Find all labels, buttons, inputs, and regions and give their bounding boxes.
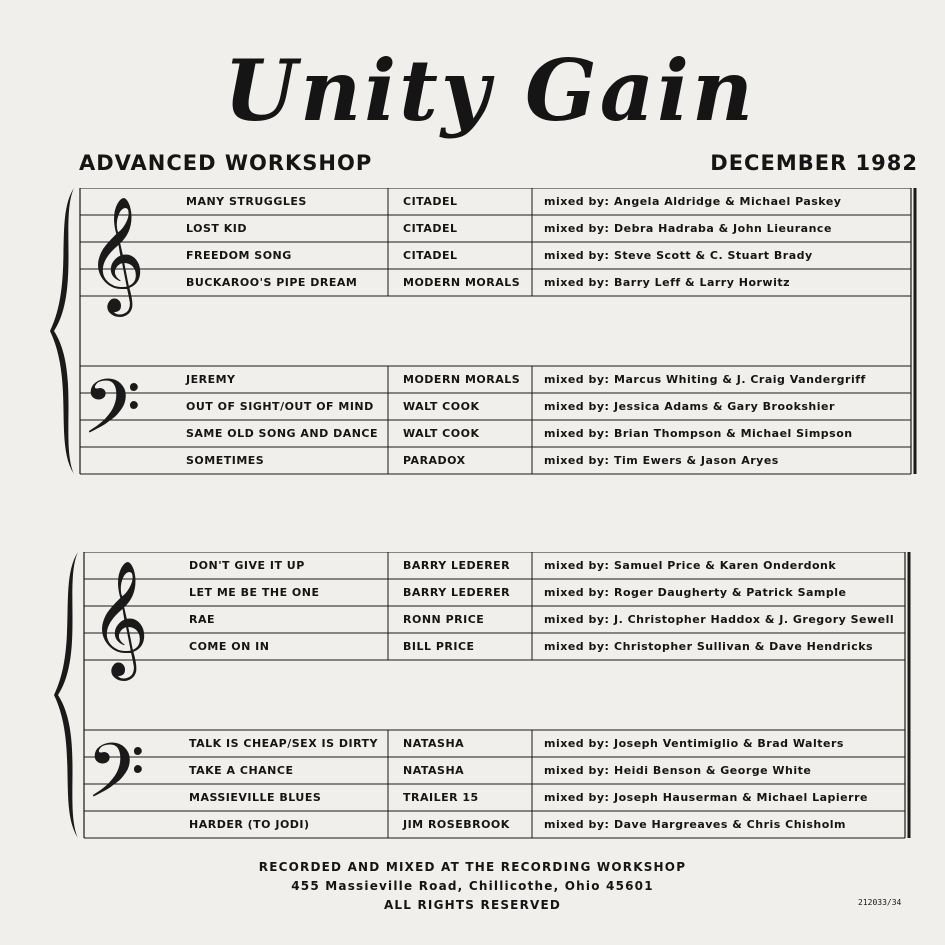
song-title: MANY STRUGGLES	[186, 195, 307, 208]
subtitle-right: DECEMBER 1982	[710, 151, 918, 175]
subtitle-left: ADVANCED WORKSHOP	[79, 151, 373, 175]
mixer-names: Angela Aldridge & Michael Paskey	[614, 195, 842, 208]
mixed-by-label: mixed by:	[544, 400, 610, 413]
bass-clef-icon: 𝄢	[86, 727, 146, 834]
grand-staff-side-one	[0, 188, 945, 478]
artist-name: JIM ROSEBROOK	[403, 818, 510, 831]
track-row	[0, 730, 945, 756]
mixed-by-label: mixed by:	[544, 195, 610, 208]
bass-clef-icon: 𝄢	[82, 363, 142, 470]
track-row	[0, 188, 945, 214]
mixer-names: Joseph Hauserman & Michael Lapierre	[614, 791, 868, 804]
song-title: LET ME BE THE ONE	[189, 586, 320, 599]
track-row	[0, 606, 945, 632]
mixer-names: Brian Thompson & Michael Simpson	[614, 427, 853, 440]
mixed-by-label: mixed by:	[544, 276, 610, 289]
song-title: MASSIEVILLE BLUES	[189, 791, 322, 804]
mixed-by-label: mixed by:	[544, 559, 610, 572]
artist-name: NATASHA	[403, 737, 465, 750]
mixed-by-label: mixed by:	[544, 586, 610, 599]
mixed-by-label: mixed by:	[544, 249, 610, 262]
song-title: LOST KID	[186, 222, 247, 235]
song-title: JEREMY	[186, 373, 236, 386]
mixer-names: Roger Daugherty & Patrick Sample	[614, 586, 847, 599]
song-title: SOMETIMES	[186, 454, 265, 467]
footer	[0, 858, 945, 915]
mixer-names: Dave Hargreaves & Chris Chisholm	[614, 818, 846, 831]
track-row	[0, 393, 945, 419]
artist-name: CITADEL	[403, 222, 458, 235]
track-row	[0, 242, 945, 268]
grand-staff-side-two	[0, 552, 945, 842]
artist-name: NATASHA	[403, 764, 465, 777]
artist-name: WALT COOK	[403, 427, 480, 440]
artist-name: PARADOX	[403, 454, 466, 467]
treble-clef-icon: 𝄞	[90, 559, 150, 676]
footer-studio: RECORDED AND MIXED AT THE RECORDING WORKSHOP	[258, 860, 687, 874]
mixed-by-label: mixed by:	[544, 764, 610, 777]
mixer-names: Joseph Ventimiglio & Brad Walters	[614, 737, 844, 750]
mixed-by-label: mixed by:	[544, 427, 610, 440]
album-title	[0, 18, 945, 168]
mixed-by-label: mixed by:	[544, 737, 610, 750]
track-row	[0, 366, 945, 392]
song-title: DON'T GIVE IT UP	[189, 559, 305, 572]
artist-name: MODERN MORALS	[403, 276, 521, 289]
track-row	[0, 757, 945, 783]
artist-name: BILL PRICE	[403, 640, 475, 653]
mixer-names: Samuel Price & Karen Onderdonk	[614, 559, 837, 572]
track-row	[0, 420, 945, 446]
catalog-number: 212033/34	[858, 898, 902, 907]
mixed-by-label: mixed by:	[544, 373, 610, 386]
song-title: TAKE A CHANCE	[189, 764, 294, 777]
mixed-by-label: mixed by:	[544, 454, 610, 467]
mixer-names: Debra Hadraba & John Lieurance	[614, 222, 832, 235]
track-row	[0, 784, 945, 810]
mixer-names: Barry Leff & Larry Horwitz	[614, 276, 791, 289]
treble-clef-icon: 𝄞	[86, 195, 146, 312]
track-row	[0, 579, 945, 605]
track-row	[0, 215, 945, 241]
track-row	[0, 269, 945, 295]
album-title-text: Unity Gain	[223, 41, 757, 140]
footer-rights: ALL RIGHTS RESERVED	[383, 898, 562, 912]
footer-address: 455 Massieville Road, Chillicothe, Ohio 45601	[291, 879, 654, 893]
mixed-by-label: mixed by:	[544, 818, 610, 831]
mixed-by-label: mixed by:	[544, 640, 610, 653]
mixer-names: Heidi Benson & George White	[614, 764, 812, 777]
artist-name: CITADEL	[403, 249, 458, 262]
artist-name: TRAILER 15	[403, 791, 479, 804]
song-title: TALK IS CHEAP/SEX IS DIRTY	[189, 737, 379, 750]
mixer-names: J. Christopher Haddox & J. Gregory Sewell	[614, 613, 895, 626]
mixer-names: Tim Ewers & Jason Aryes	[614, 454, 779, 467]
mixer-names: Jessica Adams & Gary Brookshier	[614, 400, 835, 413]
artist-name: BARRY LEDERER	[403, 586, 511, 599]
track-row	[0, 811, 945, 837]
mixed-by-label: mixed by:	[544, 222, 610, 235]
track-row	[0, 447, 945, 473]
artist-name: WALT COOK	[403, 400, 480, 413]
mixed-by-label: mixed by:	[544, 613, 610, 626]
song-title: SAME OLD SONG AND DANCE	[186, 427, 379, 440]
artist-name: BARRY LEDERER	[403, 559, 511, 572]
track-row	[0, 552, 945, 578]
song-title: COME ON IN	[189, 640, 270, 653]
song-title: BUCKAROO'S PIPE DREAM	[186, 276, 358, 289]
artist-name: CITADEL	[403, 195, 458, 208]
artist-name: MODERN MORALS	[403, 373, 521, 386]
artist-name: RONN PRICE	[403, 613, 485, 626]
mixed-by-label: mixed by:	[544, 791, 610, 804]
mixer-names: Marcus Whiting & J. Craig Vandergriff	[614, 373, 866, 386]
song-title: HARDER (TO JODI)	[189, 818, 310, 831]
song-title: FREEDOM SONG	[186, 249, 292, 262]
track-row	[0, 633, 945, 659]
mixer-names: Christopher Sullivan & Dave Hendricks	[614, 640, 874, 653]
song-title: RAE	[189, 613, 215, 626]
song-title: OUT OF SIGHT/OUT OF MIND	[186, 400, 374, 413]
mixer-names: Steve Scott & C. Stuart Brady	[614, 249, 813, 262]
